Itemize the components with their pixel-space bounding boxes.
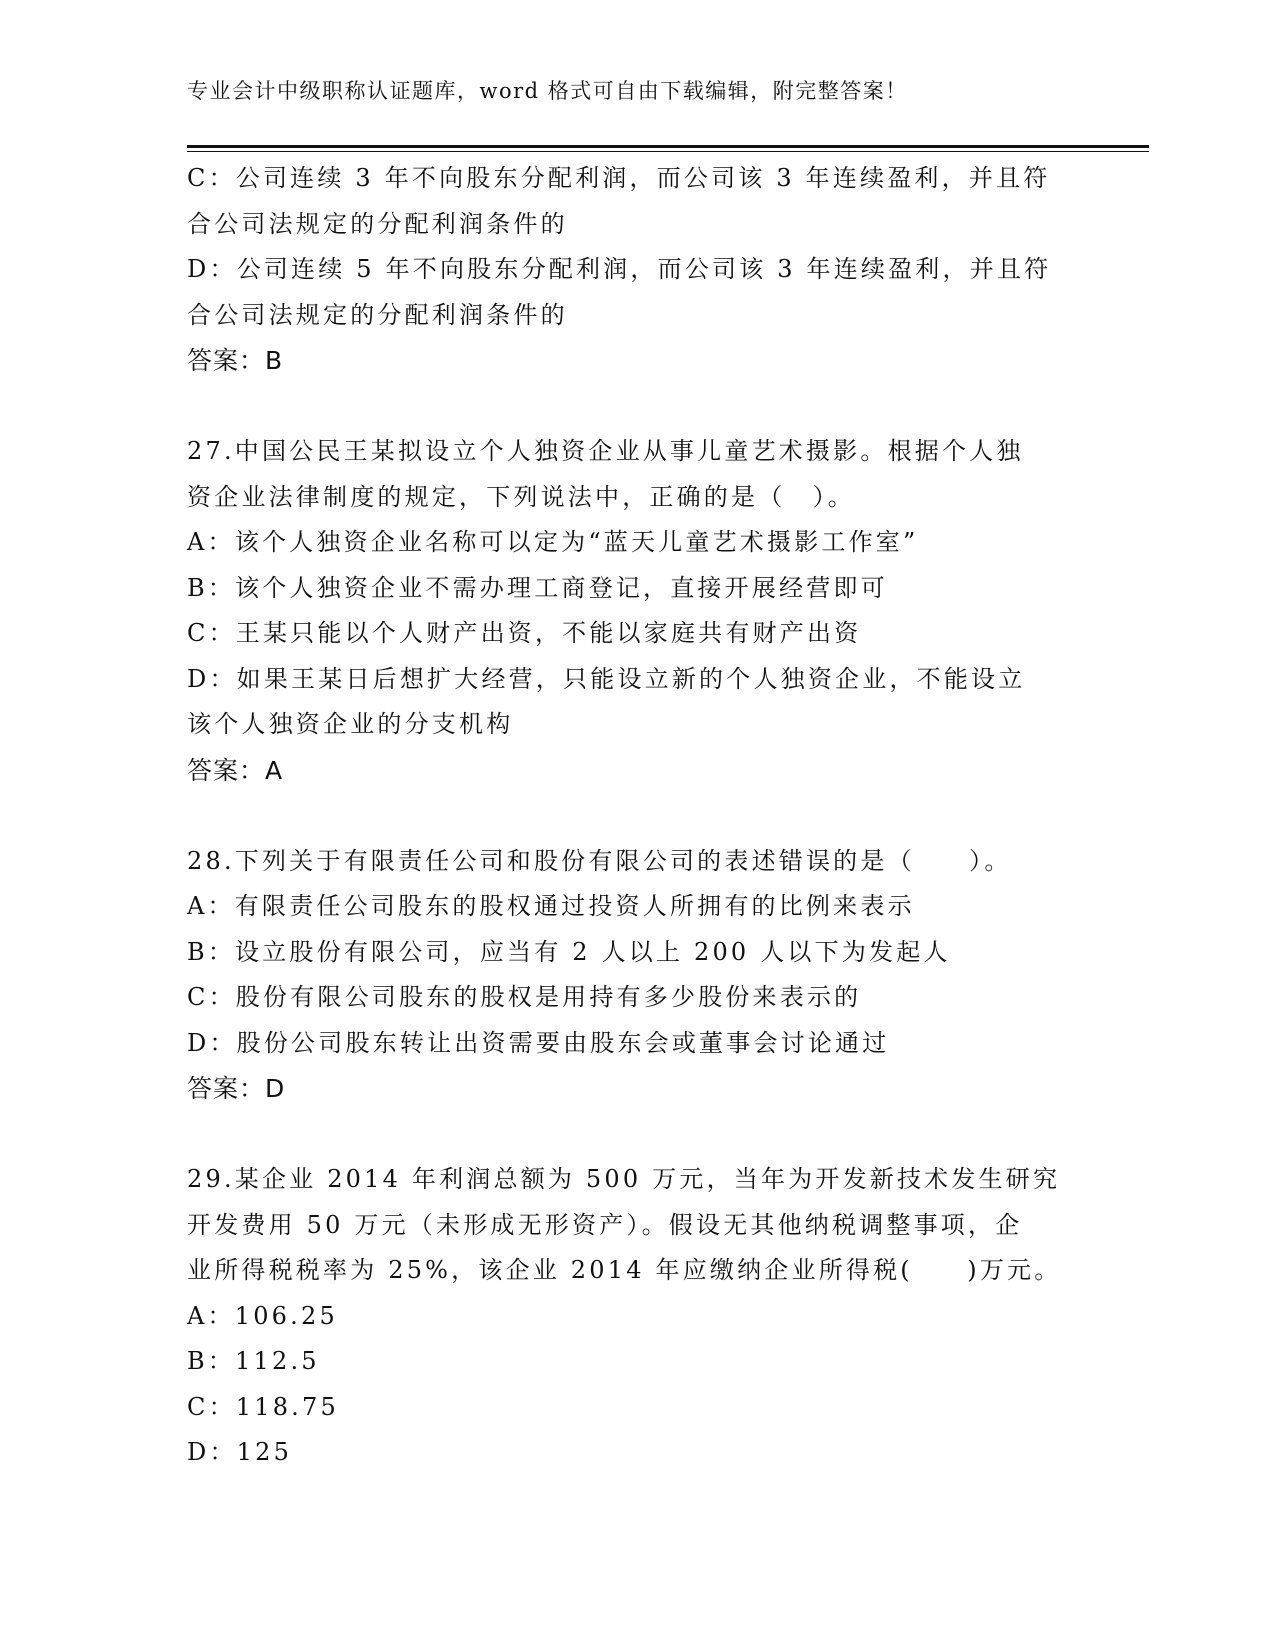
- page-header: 专业会计中级职称认证题库，word 格式可自由下载编辑，附完整答案！: [187, 79, 908, 103]
- option-a: A：有限责任公司股东的股权通过投资人所拥有的比例来表示: [187, 892, 915, 920]
- question-stem-line-2: 开发费用 50 万元（未形成无形资产）。假设无其他纳税调整事项，企: [187, 1210, 1023, 1239]
- question-29: [187, 1157, 1087, 1476]
- option-c-line-1: C：公司连续 3 年不向股东分配利润，而公司该 3 年连续盈利，并且符: [187, 164, 1051, 192]
- question-27: [187, 429, 1087, 793]
- option-a: A：该个人独资企业名称可以定为“蓝天儿童艺术摄影工作室”: [187, 528, 919, 556]
- question-26-tail: [187, 156, 1087, 384]
- header-rule-thick: [187, 145, 1149, 148]
- option-c: C：118.75: [187, 1392, 339, 1421]
- question-list: [187, 156, 1087, 1476]
- option-d: D：125: [187, 1438, 293, 1466]
- option-c-line-2: 合公司法规定的分配利润条件的: [187, 209, 568, 238]
- question-stem-line-1: 27.中国公民王某拟设立个人独资企业从事儿童艺术摄影。根据个人独: [187, 437, 1024, 465]
- option-a: A：106.25: [187, 1301, 338, 1330]
- header-rule-thin: [187, 151, 1149, 152]
- question-stem-line-2: 资企业法律制度的规定，下列说法中，正确的是（ ）。: [187, 482, 855, 511]
- option-d-line-2: 合公司法规定的分配利润条件的: [187, 300, 568, 329]
- option-b: B：设立股份有限公司，应当有 2 人以上 200 人以下为发起人: [187, 937, 951, 966]
- question-stem-line-1: 29.某企业 2014 年利润总额为 500 万元，当年为开发新技术发生研究: [187, 1165, 1061, 1193]
- option-d: D：股份公司股东转让出资需要由股东会或董事会讨论通过: [187, 1028, 890, 1057]
- option-b: B：112.5: [187, 1347, 320, 1375]
- question-stem: 28.下列关于有限责任公司和股份有限公司的表述错误的是（ ）。: [187, 846, 1012, 875]
- answer: 答案：D: [187, 1074, 286, 1103]
- answer: 答案：A: [187, 755, 284, 785]
- option-d-line-2: 该个人独资企业的分支机构: [187, 710, 514, 738]
- option-d-line-1: D：公司连续 5 年不向股东分配利润，而公司该 3 年连续盈利，并且符: [187, 255, 1052, 283]
- question-28: [187, 839, 1087, 1112]
- answer: 答案：B: [187, 346, 284, 375]
- question-stem-line-3: 业所得税税率为 25%，该企业 2014 年应缴纳企业所得税( )万元。: [187, 1256, 1062, 1284]
- option-c: C：王某只能以个人财产出资，不能以家庭共有财产出资: [187, 619, 862, 647]
- option-c: C：股份有限公司股东的股权是用持有多少股份来表示的: [187, 983, 862, 1011]
- option-d-line-1: D：如果王某日后想扩大经营，只能设立新的个人独资企业，不能设立: [187, 664, 1026, 693]
- option-b: B：该个人独资企业不需办理工商登记，直接开展经营即可: [187, 573, 888, 602]
